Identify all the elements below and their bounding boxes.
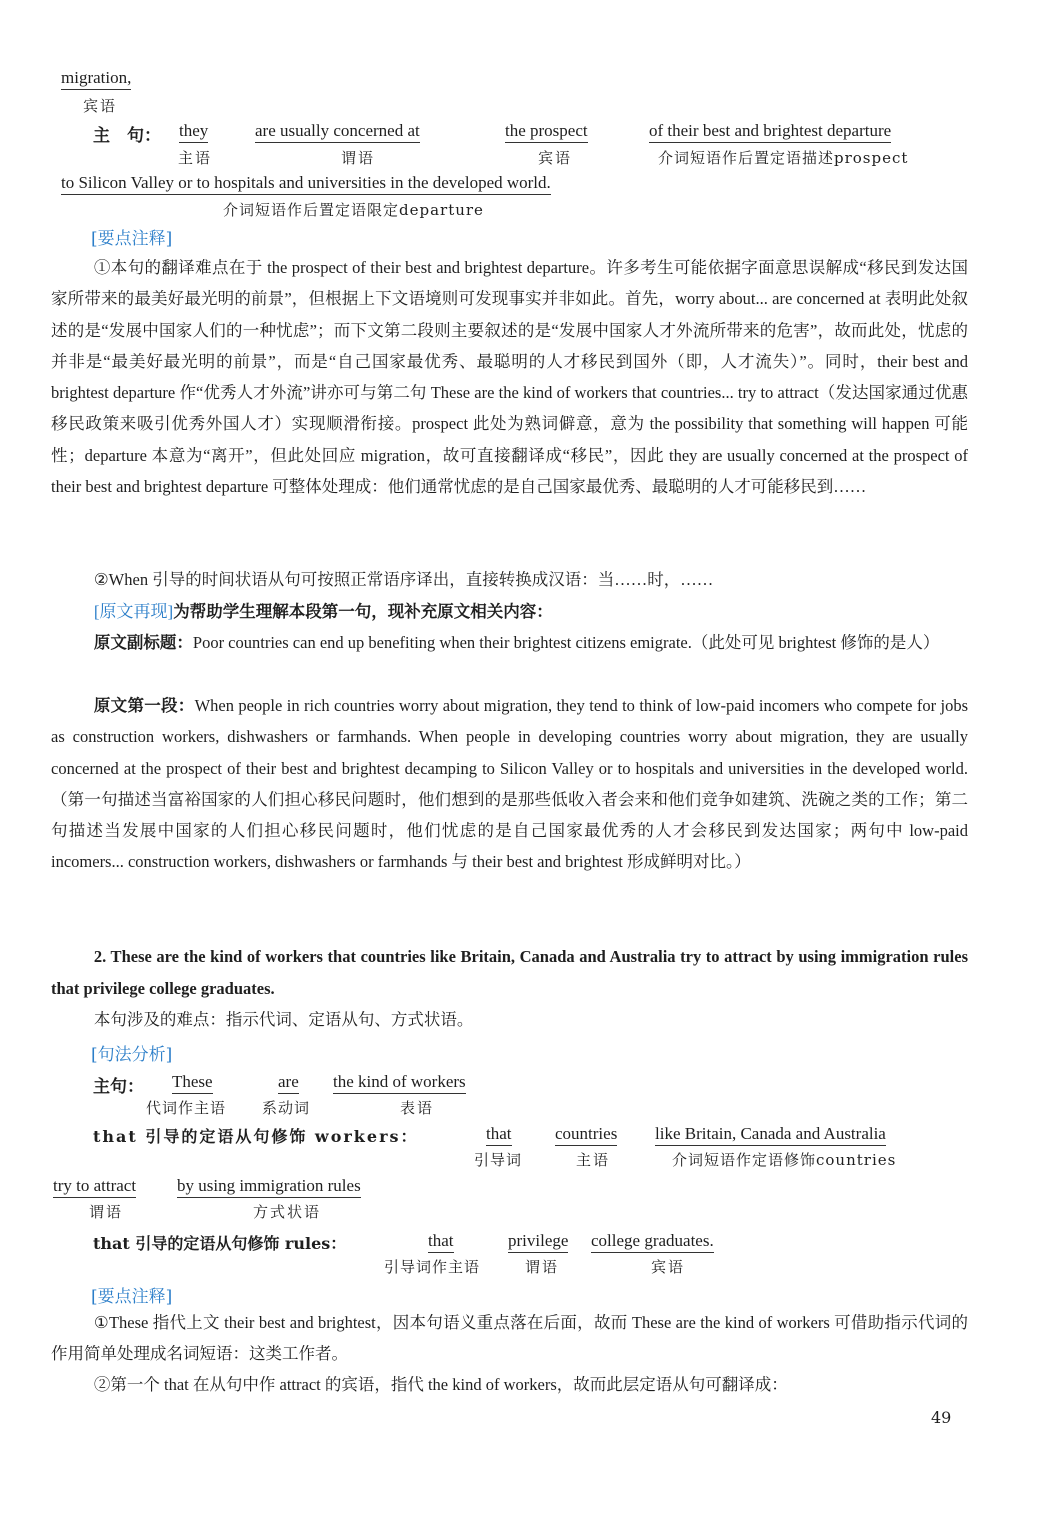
kind-phrase: the kind of workers: [333, 1072, 466, 1094]
that-1-label: 引导词: [474, 1151, 523, 1169]
privilege-word: privilege: [508, 1231, 568, 1253]
are-label: 系动词: [262, 1099, 311, 1117]
pp2-label: 介词短语作后置定语限定departure: [223, 201, 484, 219]
notes-tag-2: [要点注释]: [91, 1287, 173, 1307]
original-subtitle: [51, 627, 968, 658]
pp1-phrase: of their best and brightest departure: [649, 121, 891, 143]
countries-word: countries: [555, 1124, 617, 1146]
kind-label: 表语: [400, 1099, 435, 1117]
rules-clause-title: that 引导的定语从句修饰 rules：: [93, 1234, 347, 1253]
original-paragraph-text: When people in rich countries worry about migration, they tend to think of low-paid incomers who compete for jobs as construction workers, dishwashers or farmhands. When people in developing countries worry about migration, they are usually concerned at the prospect of their best and brightest decamping to Silicon Valley or to hospitals and universities in the developed world.（第一句描述当富裕国家的人们担心移民问题时，他们想到的是那些低收入者会来和他们竞争如建筑、洗碗之类的工作；第二句描述当发展中国家的人们担心移民问题时，他们忧虑的是自己国家最优秀的人才会移民到发达国家；两句中 low-paid incomers... construction workers, dishwashers or farmhands 与 their best and brightest 形成鲜明对比。）: [51, 696, 969, 872]
original-subtitle-text: Poor countries can end up benefiting when their brightest citizens emigrate.（此处可见 brightest 修饰的是人）: [192, 633, 940, 652]
migration-label: 宾语: [83, 97, 118, 115]
note-1-paragraph-1: ①本句的翻译难点在于 the prospect of their best and brightest departure。许多考生可能依据字面意思误解成“移民到发达国家所带来的最美好最光明的前景”，但根据上下文语境则可发现事实并非如此。首先，worry about... are concerned at 表明此处叙述的是“发展中国家人们的一种忧虑”；而下文第二段则主要叙述的是“发展中国家人才外流所带来的危害”，故而此处，忧虑的并非是“最美好最光明的前景”，而是“自己国家最优秀、最聪明的人才移民到国外（即，人才流失）”。同时，their best and brightest departure 作“优秀人才外流”讲亦可与第二句 These are the kind of workers that countries... try to attract（发达国家通过优惠移民政策来吸引优秀外国人才）实现顺滑衔接。prospect 此处为熟词僻意，意为 the possibility that something will happen 可能性；departure 本意为“离开”，但此处回应 migration，故可直接翻译成“移民”，因此 they are usually concerned at the prospect of their best and brightest departure 可整体处理成：他们通常忧虑的是自己国家最优秀、最聪明的人才可能移民到……: [51, 258, 968, 497]
are-word: are: [278, 1072, 299, 1094]
verb-phrase: are usually concerned at: [255, 121, 420, 143]
note-2-paragraph-1: ①These 指代上文 their best and brightest，因本句语义重点落在后面，故而 These are the kind of workers 可借助指示代词的作用简单处理成名词短语：这类工作者。: [51, 1313, 968, 1364]
college-phrase: college graduates.: [591, 1231, 714, 1253]
analysis-tag: [句法分析]: [91, 1045, 173, 1065]
by-label: 方式状语: [253, 1203, 322, 1221]
migration-word: migration,: [61, 68, 131, 90]
these-label: 代词作主语: [146, 1099, 227, 1117]
object-phrase: the prospect: [505, 121, 588, 143]
try-phrase: try to attract: [53, 1176, 136, 1198]
that-1-word: that: [486, 1124, 512, 1146]
that-2-word: that: [428, 1231, 454, 1253]
like-phrase: like Britain, Canada and Australia: [655, 1124, 886, 1146]
page-number: 49: [931, 1408, 952, 1427]
that-clause-title: that 引导的定语从句修饰 workers：: [93, 1127, 419, 1146]
note-1-paragraph-2: ②When 引导的时间状语从句可按照正常语序译出，直接转换成汉语：当……时，……: [93, 570, 714, 589]
college-label: 宾语: [651, 1258, 686, 1276]
that-2-label: 引导词作主语: [384, 1258, 481, 1276]
pp1-label: 介词短语作后置定语描述prospect: [658, 149, 909, 167]
sentence-2: 2. These are the kind of workers that countries like Britain, Canada and Australia try to attract by using immigration rules that privilege college graduates.: [51, 947, 968, 998]
original-tag: [原文再现]: [93, 602, 174, 621]
privilege-label: 谓语: [525, 1258, 560, 1276]
verb-label: 谓语: [341, 149, 376, 167]
original-paragraph-label: 原文第一段：: [93, 696, 195, 715]
try-label: 谓语: [89, 1203, 124, 1221]
original-subtitle-label: 原文副标题：: [93, 633, 193, 652]
these-word: These: [172, 1072, 213, 1094]
original-tag-line: [51, 596, 968, 627]
like-label: 介词短语作定语修饰countries: [672, 1151, 897, 1169]
sentence-2-difficulty: 本句涉及的难点：指示代词、定语从句、方式状语。: [93, 1010, 474, 1029]
they-label: 主语: [178, 149, 213, 167]
they-word: they: [179, 121, 208, 143]
original-tag-text: 为帮助学生理解本段第一句，现补充原文相关内容：: [173, 602, 553, 621]
original-first-paragraph: [51, 690, 968, 878]
notes-tag-1: [要点注释]: [91, 229, 173, 249]
object-label: 宾语: [538, 149, 573, 167]
pp2-phrase: to Silicon Valley or to hospitals and universities in the developed world.: [61, 173, 551, 195]
countries-label: 主语: [576, 1151, 611, 1169]
analysis-main-title: 主句：: [93, 1077, 144, 1097]
note-2-paragraph-2: ②第一个 that 在从句中作 attract 的宾语，指代 the kind of workers，故而此层定语从句可翻译成：: [93, 1375, 788, 1394]
main-clause-title: 主 句：: [93, 126, 161, 146]
by-phrase: by using immigration rules: [177, 1176, 361, 1198]
